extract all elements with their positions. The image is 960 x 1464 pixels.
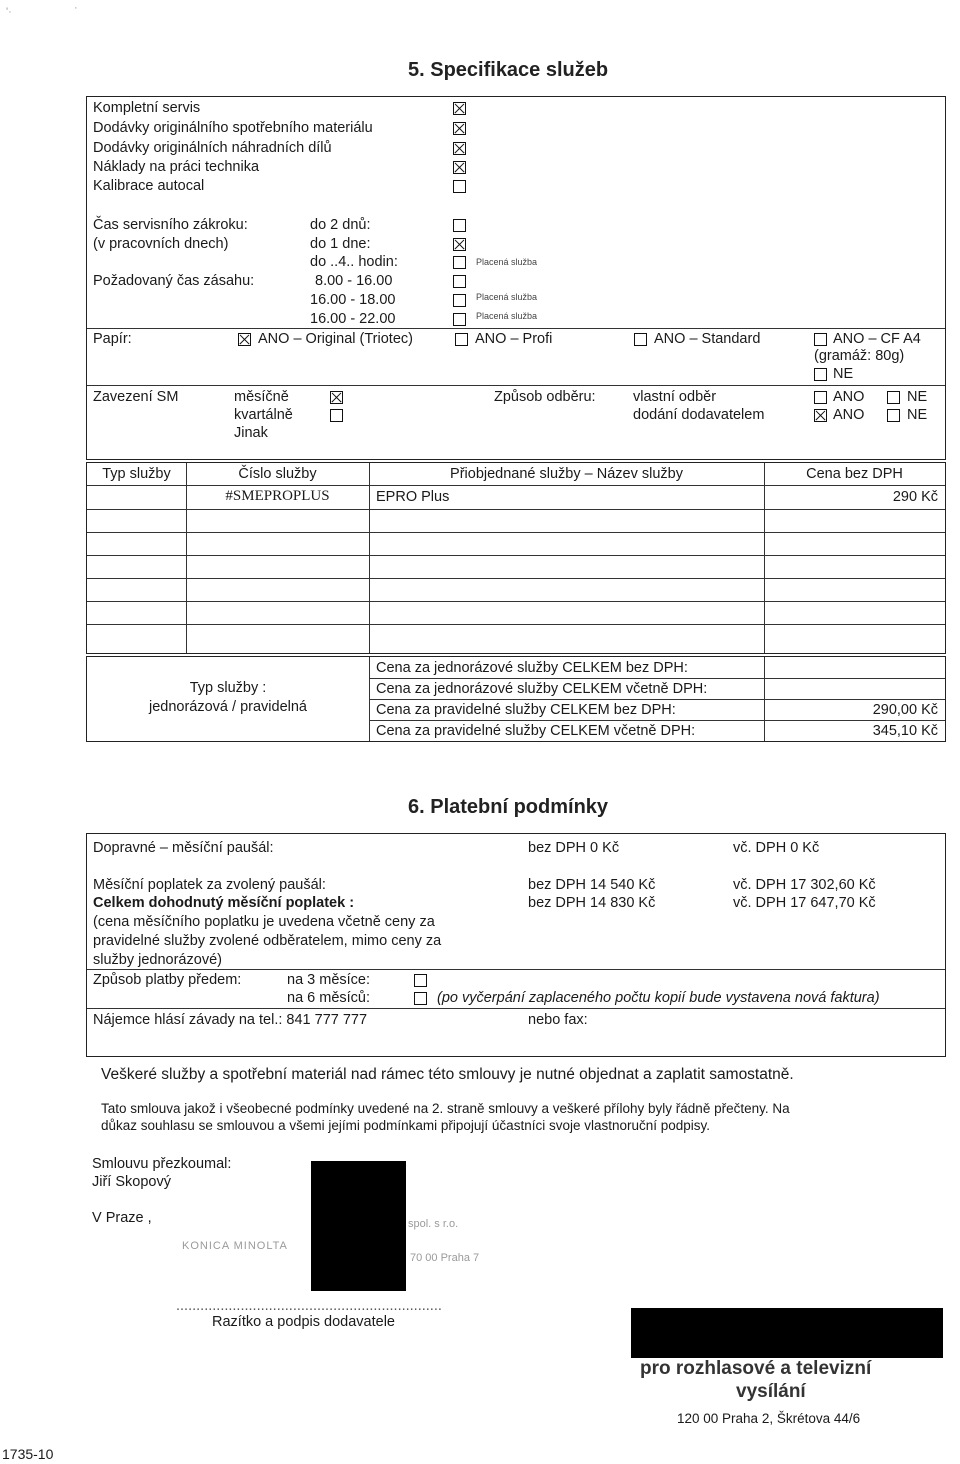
signature-line: .................................................................. (176, 1298, 442, 1314)
fee-note: služby jednorázové) (93, 952, 222, 968)
service-label: Kompletní servis (93, 100, 201, 116)
monthly-fee-net: bez DPH 14 540 Kč (528, 877, 656, 893)
total-fee-gross: vč. DPH 17 647,70 Kč (733, 895, 876, 911)
service-time-label: Čas servisního zákroku: (93, 217, 248, 233)
divider (87, 385, 945, 386)
checkbox-checked[interactable] (453, 122, 466, 135)
checkbox-unchecked[interactable] (453, 294, 466, 307)
divider (87, 1008, 945, 1009)
paid-service-note: Placená služba (476, 257, 538, 267)
checkbox-checked[interactable] (330, 391, 343, 404)
table-grid-line (87, 601, 945, 602)
delivery-option: měsíčně (234, 389, 289, 405)
service-label: Kalibrace autocal (93, 178, 205, 194)
page-mark: · (74, 2, 78, 14)
prepay-note: (po vyčerpání zaplaceného počtu kopií bude vystavena nová faktura) (437, 990, 880, 1006)
service-label: Dodávky originálního spotřebního materiálu (93, 120, 373, 136)
redaction-block (311, 1161, 406, 1291)
monthly-fee-label: Měsíční poplatek za zvolený paušál: (93, 877, 326, 893)
table-grid-line (87, 555, 945, 556)
paper-option: ANO – Profi (475, 331, 553, 347)
transport-net: bez DPH 0 Kč (528, 840, 620, 856)
checkbox-checked[interactable] (814, 409, 827, 422)
checkbox-unchecked[interactable] (634, 333, 647, 346)
checkbox-checked[interactable] (453, 238, 466, 251)
table-grid-line (369, 463, 370, 653)
additional-services-note: Veškeré služby a spotřební materiál nad rámec této smlouvy je nutné objednat a zaplatit samostatně. (101, 1066, 794, 1083)
total-label: Cena za pravidelné služby CELKEM včetně DPH: (376, 723, 696, 739)
checkbox-unchecked[interactable] (453, 275, 466, 288)
redaction-block (631, 1308, 943, 1358)
checkbox-unchecked[interactable] (453, 256, 466, 269)
agreement-text: důkaz souhlasu se smlouvou a všemi jejími podmínkami připojují účastníci svoje vlastnoruční podpisy. (101, 1118, 711, 1133)
transport-gross: vč. DPH 0 Kč (733, 840, 820, 856)
no-label: NE (907, 407, 928, 423)
table-cell: #SMEPROPLUS (225, 488, 330, 504)
delivery-method-label: Způsob odběru: (494, 389, 596, 405)
paper-option: ANO – CF A4 (833, 331, 921, 347)
checkbox-unchecked[interactable] (814, 368, 827, 381)
checkbox-unchecked[interactable] (887, 391, 900, 404)
response-time-option: 16.00 - 22.00 (310, 311, 396, 327)
monthly-fee-gross: vč. DPH 17 302,60 Kč (733, 877, 876, 893)
fax-label: nebo fax: (528, 1012, 588, 1028)
prepay-label: Způsob platby předem: (93, 972, 242, 988)
delivery-method-option: dodání dodavatelem (633, 407, 765, 423)
table-grid-line (87, 485, 945, 486)
total-fee-net: bez DPH 14 830 Kč (528, 895, 656, 911)
checkbox-unchecked[interactable] (453, 219, 466, 232)
prepay-option: na 3 měsíce: (287, 972, 371, 988)
table-cell: 290 Kč (892, 489, 938, 505)
fee-note: pravidelné služby zvolené odběratelem, mimo ceny za (93, 933, 442, 949)
table-grid-line (369, 720, 945, 721)
paper-option: ANO – Standard (654, 331, 761, 347)
divider (87, 969, 945, 970)
paper-option-note: (gramáž: 80g) (814, 348, 905, 364)
checkbox-unchecked[interactable] (887, 409, 900, 422)
total-fee-label: Celkem dohodnutý měsíční poplatek : (93, 895, 355, 911)
table-grid-line (87, 509, 945, 510)
table-grid-line (87, 578, 945, 579)
response-time-label: Požadovaný čas zásahu: (93, 273, 255, 289)
table-grid-line (87, 532, 945, 533)
stamp-fragment: 70 00 Praha 7 (410, 1252, 480, 1264)
paid-service-note: Placená služba (476, 311, 538, 321)
table-cell: EPRO Plus (376, 489, 450, 505)
client-address: 120 00 Praha 2, Škrétova 44/6 (677, 1411, 861, 1426)
checkbox-unchecked[interactable] (453, 180, 466, 193)
response-time-option: 8.00 - 16.00 (315, 273, 393, 289)
paper-option: ANO – Original (Triotec) (258, 331, 413, 347)
service-time-sublabel: (v pracovních dnech) (93, 236, 229, 252)
service-type-value: jednorázová / pravidelná (149, 699, 307, 715)
checkbox-checked[interactable] (453, 102, 466, 115)
section-title: 6. Platební podmínky (408, 796, 609, 818)
column-header: Číslo služby (238, 466, 317, 482)
checkbox-unchecked[interactable] (453, 313, 466, 326)
stamp-brand: KONICA MINOLTA (182, 1240, 288, 1252)
service-time-option: do 2 dnů: (310, 217, 371, 233)
yes-label: ANO (833, 407, 865, 423)
client-name-line: vysílání (736, 1381, 806, 1402)
delivery-option: Jinak (234, 425, 268, 441)
page-mark: '· (6, 6, 12, 18)
delivery-label: Zavezení SM (93, 389, 179, 405)
reviewed-label: Smlouvu přezkoumal: (92, 1156, 232, 1172)
checkbox-unchecked[interactable] (330, 409, 343, 422)
column-header: Typ služby (102, 466, 171, 482)
delivery-method-option: vlastní odběr (633, 389, 717, 405)
paid-service-note: Placená služba (476, 292, 538, 302)
place-label: V Praze , (92, 1210, 152, 1226)
service-label: Dodávky originálních náhradních dílů (93, 140, 332, 156)
table-grid-line (369, 678, 945, 679)
checkbox-unchecked[interactable] (455, 333, 468, 346)
service-time-option: do ..4.. hodin: (310, 254, 398, 270)
total-value: 345,10 Kč (872, 723, 938, 739)
tenant-phone: Nájemce hlásí závady na tel.: 841 777 777 (93, 1012, 368, 1028)
total-label: Cena za jednorázové služby CELKEM včetně DPH: (376, 681, 708, 697)
checkbox-unchecked[interactable] (414, 974, 427, 987)
reviewer-name: Jiří Skopový (92, 1174, 171, 1190)
section-title: 5. Specifikace služeb (408, 59, 609, 81)
yes-label: ANO (833, 389, 865, 405)
paper-option: NE (833, 366, 854, 382)
checkbox-checked[interactable] (453, 161, 466, 174)
column-header: Cena bez DPH (806, 466, 903, 482)
service-type-label: Typ služby : (189, 680, 267, 696)
total-value: 290,00 Kč (872, 702, 938, 718)
column-header: Přiobjednané služby – Název služby (450, 466, 683, 482)
client-name-line: pro rozhlasové a televizní (640, 1358, 872, 1379)
checkbox-checked[interactable] (238, 333, 251, 346)
checkbox-unchecked[interactable] (414, 992, 427, 1005)
divider (87, 328, 945, 329)
no-label: NE (907, 389, 928, 405)
total-label: Cena za jednorázové služby CELKEM bez DPH: (376, 660, 688, 676)
checkbox-unchecked[interactable] (814, 391, 827, 404)
fee-note: (cena měsíčního poplatku je uvedena včetně ceny za (93, 914, 435, 930)
transport-label: Dopravné – měsíční paušál: (93, 840, 274, 856)
service-time-option: do 1 dne: (310, 236, 371, 252)
stamp-fragment: spol. s r.o. (408, 1218, 459, 1230)
delivery-option: kvartálně (234, 407, 293, 423)
prepay-option: na 6 měsíců: (287, 990, 371, 1006)
table-grid-line (87, 624, 945, 625)
signature-label: Razítko a podpis dodavatele (212, 1314, 395, 1330)
agreement-text: Tato smlouva jakož i všeobecné podmínky uvedené na 2. straně smlouvy a veškeré přílohy byly řádně přečteny. Na (101, 1101, 790, 1116)
checkbox-unchecked[interactable] (814, 333, 827, 346)
service-label: Náklady na práci technika (93, 159, 260, 175)
table-grid-line (369, 699, 945, 700)
checkbox-checked[interactable] (453, 142, 466, 155)
paper-label: Papír: (93, 331, 132, 347)
total-label: Cena za pravidelné služby CELKEM bez DPH: (376, 702, 676, 718)
document-code: 1735-10 (2, 1446, 54, 1462)
response-time-option: 16.00 - 18.00 (310, 292, 396, 308)
